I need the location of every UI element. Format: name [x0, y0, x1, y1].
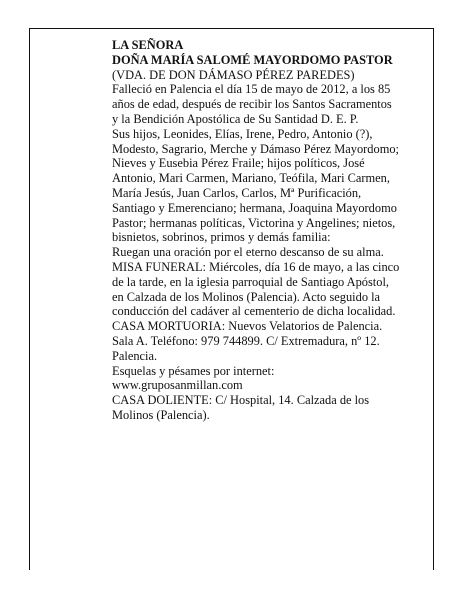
obituary-notice — [112, 38, 400, 423]
paragraph-family-home: CASA DOLIENTE: C/ Hospital, 14. Calzada de los Molinos (Palencia). — [112, 393, 370, 422]
paragraph-death-details: Falleció en Palencia el día 15 de mayo de 2012, a los 85 años de edad, después de recibir los Santos Sacramentos y la Bendición Apostólica de Su Santidad D. E. P. — [112, 82, 392, 126]
paragraph-mortuary: CASA MORTUORIA: Nuevos Velatorios de Palencia. Sala A. Teléfono: 979 744899. C/ Extremadura, nº 12. Palencia. — [112, 319, 383, 363]
paragraph-prayer: Ruegan una oración por el eterno descanso de su alma. — [112, 245, 384, 260]
paragraph-online-condolences: Esquelas y pésames por internet: www.gruposanmillan.com — [112, 363, 275, 393]
paragraph-funeral-mass: MISA FUNERAL: Miércoles, día 16 de mayo, a las cinco de la tarde, en la iglesia parroquial de Santiago Apóstol, en Calzada de los Molinos (Palencia). Acto seguido la conducción del cadáver al cementerio de dicha localidad. — [112, 259, 400, 319]
paragraph-family: Sus hijos, Leonides, Elías, Irene, Pedro, Antonio (?), Modesto, Sagrario, Merche y Dámaso Pérez Mayordomo; Nieves y Eusebia Pérez Fraile; hijos políticos, José Antonio, Mari Carmen, Mariano, Teófila, Mari Carmen, María Jesús, Juan Carlos, Carlos, Mª Purificación, Santiago y Emerenciano; hermana, Joaquina Mayordomo Pastor; hermanas políticas, Victorina y Angelines; nietos, bisnietos, sobrinos, primos y demás familia: — [112, 126, 399, 245]
notice-deceased-name: DOÑA MARÍA SALOMÉ MAYORDOMO PASTOR — [112, 52, 393, 67]
notice-title-line1: LA SEÑORA — [112, 38, 184, 52]
notice-widow-of: (VDA. DE DON DÁMASO PÉREZ PAREDES) — [112, 67, 355, 82]
